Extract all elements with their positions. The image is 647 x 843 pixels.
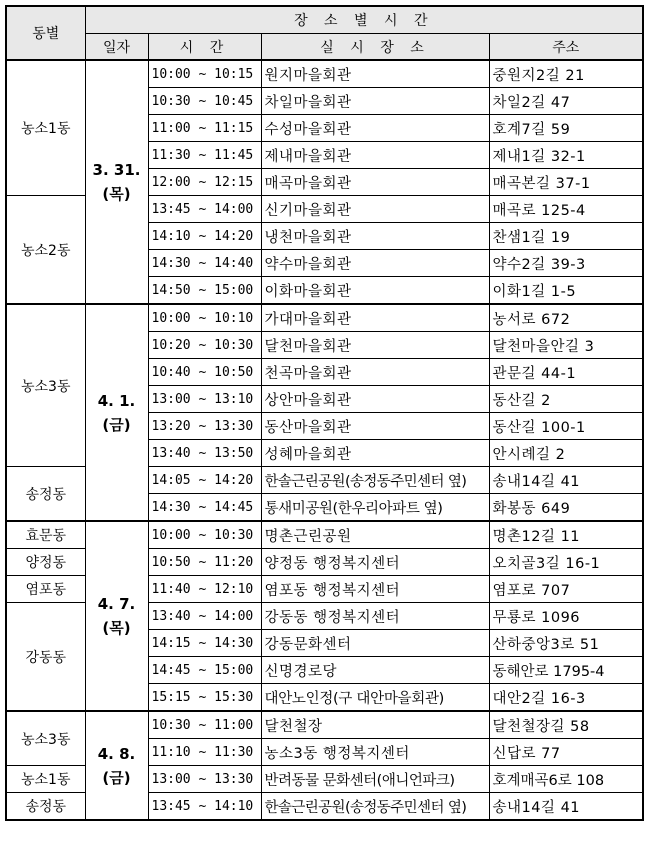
time-cell: 10:50 ~ 11:20 bbox=[148, 549, 261, 576]
address-cell: 매곡본길 37-1 bbox=[489, 169, 643, 196]
place-cell: 달천철장 bbox=[261, 711, 489, 739]
address-cell: 약수2길 39-3 bbox=[489, 250, 643, 277]
time-cell: 14:05 ~ 14:20 bbox=[148, 467, 261, 494]
place-cell: 반려동물 문화센터(애니언파크) bbox=[261, 766, 489, 793]
date-cell bbox=[85, 60, 148, 304]
place-cell: 천곡마을회관 bbox=[261, 359, 489, 386]
place-cell: 성혜마을회관 bbox=[261, 440, 489, 467]
address-cell: 안시례길 2 bbox=[489, 440, 643, 467]
time-cell: 12:00 ~ 12:15 bbox=[148, 169, 261, 196]
place-cell: 동산마을회관 bbox=[261, 413, 489, 440]
place-cell: 상안마을회관 bbox=[261, 386, 489, 413]
date-weekday: (목) bbox=[102, 185, 131, 203]
place-cell: 양정동 행정복지센터 bbox=[261, 549, 489, 576]
time-cell: 13:40 ~ 13:50 bbox=[148, 440, 261, 467]
place-cell: 매곡마을회관 bbox=[261, 169, 489, 196]
time-cell: 10:00 ~ 10:10 bbox=[148, 304, 261, 332]
header-address: 주소 bbox=[489, 34, 643, 61]
time-cell: 10:00 ~ 10:15 bbox=[148, 60, 261, 88]
address-cell: 화봉동 649 bbox=[489, 494, 643, 522]
time-cell: 13:20 ~ 13:30 bbox=[148, 413, 261, 440]
table-row bbox=[6, 304, 643, 332]
place-cell: 달천마을회관 bbox=[261, 332, 489, 359]
time-cell: 10:00 ~ 10:30 bbox=[148, 521, 261, 549]
address-cell: 찬샘1길 19 bbox=[489, 223, 643, 250]
place-cell: 강동문화센터 bbox=[261, 630, 489, 657]
place-cell: 대안노인정(구 대안마을회관) bbox=[261, 684, 489, 712]
place-cell: 통새미공원(한우리아파트 옆) bbox=[261, 494, 489, 522]
time-cell: 14:15 ~ 14:30 bbox=[148, 630, 261, 657]
time-cell: 11:30 ~ 11:45 bbox=[148, 142, 261, 169]
time-cell: 14:45 ~ 15:00 bbox=[148, 657, 261, 684]
address-cell: 동산길 2 bbox=[489, 386, 643, 413]
place-cell: 한솔근린공원(송정동주민센터 옆) bbox=[261, 467, 489, 494]
date-weekday: (목) bbox=[102, 619, 131, 637]
time-cell: 14:30 ~ 14:40 bbox=[148, 250, 261, 277]
date-cell bbox=[85, 304, 148, 521]
header-place: 실 시 장 소 bbox=[261, 34, 489, 61]
place-cell: 수성마을회관 bbox=[261, 115, 489, 142]
place-cell: 가대마을회관 bbox=[261, 304, 489, 332]
dong-cell: 강동동 bbox=[6, 603, 85, 712]
address-cell: 동산길 100-1 bbox=[489, 413, 643, 440]
dong-cell: 송정동 bbox=[6, 793, 85, 821]
dong-cell: 효문동 bbox=[6, 521, 85, 549]
date-cell bbox=[85, 711, 148, 820]
time-cell: 10:40 ~ 10:50 bbox=[148, 359, 261, 386]
time-cell: 13:45 ~ 14:00 bbox=[148, 196, 261, 223]
table-row bbox=[6, 60, 643, 88]
time-cell: 13:00 ~ 13:10 bbox=[148, 386, 261, 413]
date-weekday: (금) bbox=[102, 415, 131, 434]
time-cell: 14:50 ~ 15:00 bbox=[148, 277, 261, 305]
place-cell: 명촌근린공원 bbox=[261, 521, 489, 549]
address-cell: 제내1길 32-1 bbox=[489, 142, 643, 169]
place-cell: 약수마을회관 bbox=[261, 250, 489, 277]
address-cell: 차일2길 47 bbox=[489, 88, 643, 115]
place-cell: 제내마을회관 bbox=[261, 142, 489, 169]
place-cell: 염포동 행정복지센터 bbox=[261, 576, 489, 603]
time-cell: 10:20 ~ 10:30 bbox=[148, 332, 261, 359]
date-line: 4. 8. bbox=[97, 744, 136, 763]
place-cell: 강동동 행정복지센터 bbox=[261, 603, 489, 630]
dong-cell: 송정동 bbox=[6, 467, 85, 522]
time-cell: 10:30 ~ 11:00 bbox=[148, 711, 261, 739]
time-cell: 14:30 ~ 14:45 bbox=[148, 494, 261, 522]
place-cell: 신기마을회관 bbox=[261, 196, 489, 223]
address-cell: 무룡로 1096 bbox=[489, 603, 643, 630]
time-cell: 11:40 ~ 12:10 bbox=[148, 576, 261, 603]
schedule-document bbox=[5, 5, 642, 821]
schedule-table bbox=[5, 5, 644, 821]
place-cell: 한솔근린공원(송정동주민센터 옆) bbox=[261, 793, 489, 821]
address-cell: 대안2길 16-3 bbox=[489, 684, 643, 712]
dong-cell: 염포동 bbox=[6, 576, 85, 603]
place-cell: 이화마을회관 bbox=[261, 277, 489, 305]
address-cell: 산하중앙3로 51 bbox=[489, 630, 643, 657]
address-cell: 명촌12길 11 bbox=[489, 521, 643, 549]
address-cell: 이화1길 1-5 bbox=[489, 277, 643, 305]
time-cell: 13:45 ~ 14:10 bbox=[148, 793, 261, 821]
address-cell: 송내14길 41 bbox=[489, 467, 643, 494]
header-dong: 동별 bbox=[6, 6, 85, 60]
dong-cell: 농소1동 bbox=[6, 766, 85, 793]
time-cell: 13:40 ~ 14:00 bbox=[148, 603, 261, 630]
dong-cell: 양정동 bbox=[6, 549, 85, 576]
address-cell: 호계7길 59 bbox=[489, 115, 643, 142]
address-cell: 관문길 44-1 bbox=[489, 359, 643, 386]
address-cell: 오치골3길 16-1 bbox=[489, 549, 643, 576]
place-cell: 농소3동 행정복지센터 bbox=[261, 739, 489, 766]
date-cell bbox=[85, 521, 148, 711]
address-cell: 신답로 77 bbox=[489, 739, 643, 766]
time-cell: 15:15 ~ 15:30 bbox=[148, 684, 261, 712]
table-row bbox=[6, 711, 643, 739]
address-cell: 달천철장길 58 bbox=[489, 711, 643, 739]
address-cell: 송내14길 41 bbox=[489, 793, 643, 821]
time-cell: 13:00 ~ 13:30 bbox=[148, 766, 261, 793]
dong-cell: 농소3동 bbox=[6, 711, 85, 766]
time-cell: 10:30 ~ 10:45 bbox=[148, 88, 261, 115]
date-line: 4. 7. bbox=[97, 595, 136, 613]
address-cell: 달천마을안길 3 bbox=[489, 332, 643, 359]
table-row bbox=[6, 521, 643, 549]
address-cell: 염포로 707 bbox=[489, 576, 643, 603]
date-line: 4. 1. bbox=[97, 391, 136, 410]
address-cell: 동해안로 1795-4 bbox=[489, 657, 643, 684]
address-cell: 호계매곡6로 108 bbox=[489, 766, 643, 793]
address-cell: 농서로 672 bbox=[489, 304, 643, 332]
header-time: 시 간 bbox=[148, 34, 261, 61]
header-row-2 bbox=[6, 34, 643, 61]
dong-cell: 농소3동 bbox=[6, 304, 85, 467]
dong-cell: 농소2동 bbox=[6, 196, 85, 305]
time-cell: 11:10 ~ 11:30 bbox=[148, 739, 261, 766]
date-line: 3. 31. bbox=[92, 161, 141, 179]
place-cell: 원지마을회관 bbox=[261, 60, 489, 88]
place-cell: 차일마을회관 bbox=[261, 88, 489, 115]
time-cell: 11:00 ~ 11:15 bbox=[148, 115, 261, 142]
header-date: 일자 bbox=[85, 34, 148, 61]
header-row-1 bbox=[6, 6, 643, 34]
date-weekday: (금) bbox=[102, 768, 131, 787]
time-cell: 14:10 ~ 14:20 bbox=[148, 223, 261, 250]
dong-cell: 농소1동 bbox=[6, 60, 85, 196]
address-cell: 중원지2길 21 bbox=[489, 60, 643, 88]
place-cell: 신명경로당 bbox=[261, 657, 489, 684]
address-cell: 매곡로 125-4 bbox=[489, 196, 643, 223]
header-group: 장 소 별 시 간 bbox=[85, 6, 643, 34]
place-cell: 냉천마을회관 bbox=[261, 223, 489, 250]
